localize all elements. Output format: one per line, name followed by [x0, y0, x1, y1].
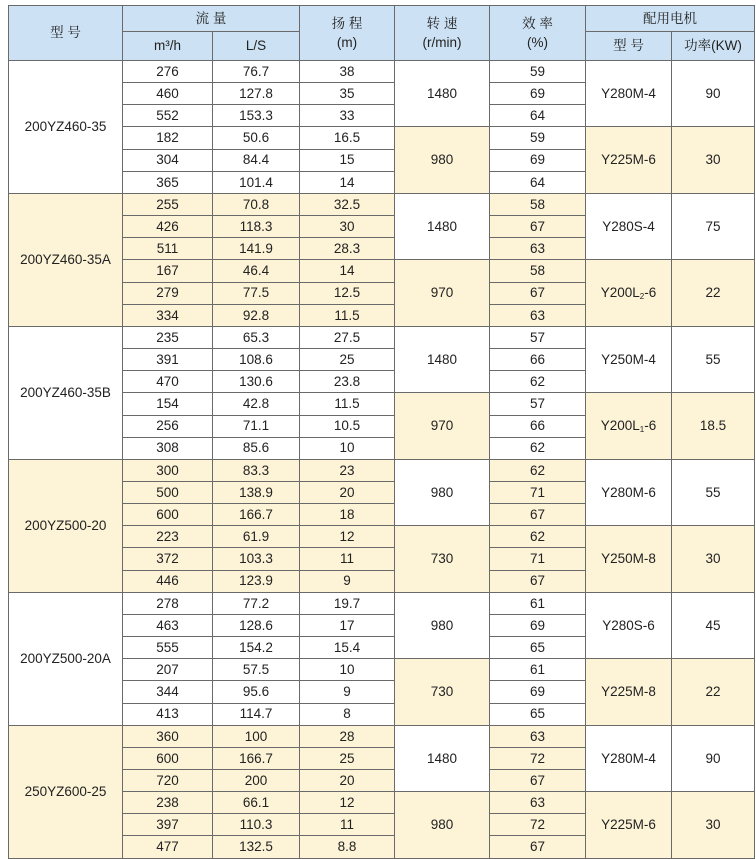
efficiency-cell: 66 [490, 349, 586, 371]
speed-cell: 1480 [395, 193, 490, 259]
flow-ls-cell: 141.9 [213, 238, 300, 260]
flow-ls-cell: 85.6 [213, 437, 300, 459]
head-cell: 18 [300, 504, 395, 526]
head-cell: 20 [300, 481, 395, 503]
head-cell: 10 [300, 659, 395, 681]
efficiency-cell: 67 [490, 282, 586, 304]
flow-ls-cell: 66.1 [213, 792, 300, 814]
model-group [9, 61, 755, 194]
efficiency-cell: 67 [490, 216, 586, 238]
head-cell: 10.5 [300, 415, 395, 437]
header-motor-model: 型 号 [586, 32, 672, 61]
speed-cell: 980 [395, 127, 490, 193]
flow-m3h-cell: 397 [123, 814, 213, 836]
efficiency-cell: 65 [490, 637, 586, 659]
header-flow-ls: L/S [213, 32, 300, 61]
motor-model-cell [586, 459, 672, 525]
motor-model-cell [586, 260, 672, 326]
flow-ls-cell: 100 [213, 725, 300, 747]
efficiency-cell: 69 [490, 681, 586, 703]
efficiency-cell: 67 [490, 570, 586, 592]
flow-m3h-cell: 256 [123, 415, 213, 437]
efficiency-cell: 63 [490, 792, 586, 814]
flow-m3h-cell: 278 [123, 592, 213, 614]
motor-power-cell: 75 [672, 193, 755, 259]
head-cell: 10 [300, 437, 395, 459]
table-row [9, 459, 755, 481]
head-cell: 11.5 [300, 304, 395, 326]
motor-model-cell [586, 193, 672, 259]
head-cell: 25 [300, 747, 395, 769]
head-cell: 35 [300, 83, 395, 105]
head-cell: 12.5 [300, 282, 395, 304]
flow-m3h-cell: 426 [123, 216, 213, 238]
head-cell: 12 [300, 526, 395, 548]
flow-m3h-cell: 460 [123, 83, 213, 105]
motor-model-text: Y280M-4 [601, 750, 656, 766]
flow-ls-cell: 46.4 [213, 260, 300, 282]
motor-model-text: Y225M-6 [601, 152, 656, 168]
flow-ls-cell: 123.9 [213, 570, 300, 592]
pump-spec-table [8, 5, 755, 859]
head-cell: 28.3 [300, 238, 395, 260]
flow-m3h-cell: 167 [123, 260, 213, 282]
efficiency-cell: 58 [490, 260, 586, 282]
head-cell: 28 [300, 725, 395, 747]
motor-model-text: Y280M-6 [601, 484, 656, 500]
flow-m3h-cell: 477 [123, 836, 213, 858]
model-group [9, 193, 755, 326]
header-motor-power: 功率(KW) [672, 32, 755, 61]
header-efficiency [490, 6, 586, 61]
motor-model-cell [586, 326, 672, 392]
head-cell: 11 [300, 814, 395, 836]
model-cell: 200YZ500-20 [9, 459, 123, 592]
flow-m3h-cell: 720 [123, 770, 213, 792]
motor-power-cell: 30 [672, 792, 755, 858]
head-cell: 27.5 [300, 326, 395, 348]
flow-ls-cell: 132.5 [213, 836, 300, 858]
flow-m3h-cell: 365 [123, 171, 213, 193]
motor-model-suffix: -6 [644, 284, 657, 300]
flow-ls-cell: 61.9 [213, 526, 300, 548]
table-row [9, 193, 755, 215]
motor-model [601, 485, 656, 500]
flow-ls-cell: 84.4 [213, 149, 300, 171]
motor-model-cell [586, 393, 672, 459]
head-cell: 19.7 [300, 592, 395, 614]
table-row [9, 61, 755, 83]
flow-m3h-cell: 304 [123, 149, 213, 171]
efficiency-cell: 61 [490, 592, 586, 614]
efficiency-cell: 62 [490, 526, 586, 548]
motor-model-text: Y250M-4 [601, 351, 656, 367]
speed-cell: 1480 [395, 326, 490, 392]
efficiency-cell: 59 [490, 61, 586, 83]
head-cell: 15.4 [300, 637, 395, 659]
flow-m3h-cell: 372 [123, 548, 213, 570]
speed-cell: 730 [395, 659, 490, 725]
flow-ls-cell: 127.8 [213, 83, 300, 105]
motor-model-cell [586, 725, 672, 791]
motor-model [601, 86, 656, 101]
motor-power-cell: 55 [672, 459, 755, 525]
flow-m3h-cell: 308 [123, 437, 213, 459]
efficiency-cell: 57 [490, 393, 586, 415]
flow-ls-cell: 166.7 [213, 504, 300, 526]
speed-cell: 970 [395, 260, 490, 326]
efficiency-cell: 64 [490, 105, 586, 127]
head-cell: 23.8 [300, 371, 395, 393]
flow-ls-cell: 71.1 [213, 415, 300, 437]
efficiency-cell: 65 [490, 703, 586, 725]
head-cell: 12 [300, 792, 395, 814]
efficiency-cell: 61 [490, 659, 586, 681]
flow-ls-cell: 110.3 [213, 814, 300, 836]
motor-power-cell: 30 [672, 526, 755, 592]
head-cell: 16.5 [300, 127, 395, 149]
flow-m3h-cell: 555 [123, 637, 213, 659]
speed-cell: 1480 [395, 61, 490, 127]
header-efficiency-unit: (%) [527, 35, 549, 50]
flow-m3h-cell: 413 [123, 703, 213, 725]
flow-ls-cell: 128.6 [213, 614, 300, 636]
motor-model-text: Y280M-4 [601, 85, 656, 101]
motor-power-cell: 90 [672, 725, 755, 791]
efficiency-cell: 69 [490, 614, 586, 636]
speed-cell: 1480 [395, 725, 490, 791]
motor-model-text: Y200L [600, 417, 640, 433]
efficiency-cell: 63 [490, 725, 586, 747]
efficiency-cell: 72 [490, 814, 586, 836]
header-flow-m3h: m³/h [123, 32, 213, 61]
flow-ls-cell: 154.2 [213, 637, 300, 659]
motor-model [601, 751, 656, 766]
flow-m3h-cell: 154 [123, 393, 213, 415]
motor-model-text: Y225M-6 [601, 817, 656, 833]
head-cell: 9 [300, 570, 395, 592]
efficiency-cell: 63 [490, 304, 586, 326]
table-header [9, 6, 755, 61]
motor-model-cell [586, 61, 672, 127]
head-cell: 32.5 [300, 193, 395, 215]
head-cell: 11 [300, 548, 395, 570]
head-cell: 8.8 [300, 836, 395, 858]
flow-ls-cell: 65.3 [213, 326, 300, 348]
head-cell: 14 [300, 260, 395, 282]
flow-m3h-cell: 276 [123, 61, 213, 83]
flow-m3h-cell: 470 [123, 371, 213, 393]
motor-model [601, 817, 656, 832]
head-cell: 23 [300, 459, 395, 481]
header-speed-unit: (r/min) [422, 35, 462, 50]
model-cell: 200YZ460-35A [9, 193, 123, 326]
speed-cell: 730 [395, 526, 490, 592]
motor-model [601, 551, 656, 566]
flow-ls-cell: 118.3 [213, 216, 300, 238]
model-group [9, 592, 755, 725]
motor-model-subscript: 2 [639, 291, 645, 301]
model-group [9, 459, 755, 592]
header-head-unit: (m) [336, 35, 358, 50]
motor-model [602, 219, 655, 234]
flow-m3h-cell: 391 [123, 349, 213, 371]
flow-m3h-cell: 344 [123, 681, 213, 703]
head-cell: 9 [300, 681, 395, 703]
motor-model-text: Y280S-4 [602, 218, 655, 234]
header-efficiency-label: 效 率 [522, 15, 553, 31]
motor-model-cell [586, 526, 672, 592]
table-row [9, 725, 755, 747]
motor-model [602, 618, 655, 633]
table-row [9, 326, 755, 348]
speed-cell: 980 [395, 592, 490, 658]
efficiency-cell: 59 [490, 127, 586, 149]
flow-m3h-cell: 600 [123, 747, 213, 769]
head-cell: 8 [300, 703, 395, 725]
motor-model [601, 285, 657, 300]
efficiency-cell: 71 [490, 481, 586, 503]
motor-power-cell: 55 [672, 326, 755, 392]
efficiency-cell: 57 [490, 326, 586, 348]
motor-model-cell [586, 659, 672, 725]
flow-m3h-cell: 360 [123, 725, 213, 747]
model-cell: 200YZ460-35B [9, 326, 123, 459]
head-cell: 14 [300, 171, 395, 193]
flow-m3h-cell: 300 [123, 459, 213, 481]
efficiency-cell: 69 [490, 149, 586, 171]
motor-model-text: Y250M-8 [601, 551, 656, 567]
table-row [9, 592, 755, 614]
flow-m3h-cell: 600 [123, 504, 213, 526]
flow-m3h-cell: 182 [123, 127, 213, 149]
efficiency-cell: 66 [490, 415, 586, 437]
motor-model-cell [586, 592, 672, 658]
flow-ls-cell: 103.3 [213, 548, 300, 570]
flow-ls-cell: 92.8 [213, 304, 300, 326]
motor-model [601, 418, 657, 433]
flow-m3h-cell: 552 [123, 105, 213, 127]
motor-model-text: Y225M-8 [601, 684, 656, 700]
motor-model [601, 152, 656, 167]
header-flow: 流 量 [123, 6, 300, 32]
head-cell: 30 [300, 216, 395, 238]
head-cell: 25 [300, 349, 395, 371]
model-group [9, 326, 755, 459]
flow-ls-cell: 42.8 [213, 393, 300, 415]
flow-ls-cell: 153.3 [213, 105, 300, 127]
header-speed [395, 6, 490, 61]
efficiency-cell: 67 [490, 770, 586, 792]
efficiency-cell: 71 [490, 548, 586, 570]
motor-power-cell: 45 [672, 592, 755, 658]
model-group [9, 725, 755, 858]
efficiency-cell: 67 [490, 836, 586, 858]
header-head [300, 6, 395, 61]
flow-ls-cell: 57.5 [213, 659, 300, 681]
motor-model-subscript: 1 [639, 424, 645, 434]
flow-ls-cell: 166.7 [213, 747, 300, 769]
motor-model-text: Y280S-6 [602, 617, 655, 633]
speed-cell: 980 [395, 459, 490, 525]
flow-ls-cell: 77.5 [213, 282, 300, 304]
flow-ls-cell: 76.7 [213, 61, 300, 83]
flow-m3h-cell: 238 [123, 792, 213, 814]
header-head-label: 扬 程 [331, 15, 363, 31]
model-cell: 200YZ500-20A [9, 592, 123, 725]
motor-power-cell: 22 [672, 659, 755, 725]
efficiency-cell: 69 [490, 83, 586, 105]
motor-power-cell: 18.5 [672, 393, 755, 459]
flow-ls-cell: 138.9 [213, 481, 300, 503]
header-model: 型 号 [9, 6, 123, 61]
efficiency-cell: 67 [490, 504, 586, 526]
head-cell: 11.5 [300, 393, 395, 415]
motor-model-suffix: -6 [644, 417, 657, 433]
flow-m3h-cell: 207 [123, 659, 213, 681]
motor-power-cell: 90 [672, 61, 755, 127]
flow-m3h-cell: 446 [123, 570, 213, 592]
efficiency-cell: 72 [490, 747, 586, 769]
model-cell: 250YZ600-25 [9, 725, 123, 858]
motor-model [601, 352, 656, 367]
head-cell: 20 [300, 770, 395, 792]
flow-ls-cell: 114.7 [213, 703, 300, 725]
flow-ls-cell: 108.6 [213, 349, 300, 371]
motor-model-text: Y200L [600, 284, 640, 300]
efficiency-cell: 58 [490, 193, 586, 215]
header-speed-label: 转 速 [426, 15, 458, 31]
motor-power-cell: 30 [672, 127, 755, 193]
flow-ls-cell: 50.6 [213, 127, 300, 149]
efficiency-cell: 62 [490, 459, 586, 481]
efficiency-cell: 63 [490, 238, 586, 260]
flow-m3h-cell: 235 [123, 326, 213, 348]
flow-ls-cell: 101.4 [213, 171, 300, 193]
head-cell: 17 [300, 614, 395, 636]
flow-m3h-cell: 500 [123, 481, 213, 503]
efficiency-cell: 62 [490, 437, 586, 459]
motor-model [601, 684, 656, 699]
flow-ls-cell: 77.2 [213, 592, 300, 614]
head-cell: 15 [300, 149, 395, 171]
flow-ls-cell: 70.8 [213, 193, 300, 215]
flow-m3h-cell: 223 [123, 526, 213, 548]
motor-model-cell [586, 792, 672, 858]
flow-ls-cell: 95.6 [213, 681, 300, 703]
model-cell: 200YZ460-35 [9, 61, 123, 194]
flow-m3h-cell: 279 [123, 282, 213, 304]
flow-ls-cell: 130.6 [213, 371, 300, 393]
flow-m3h-cell: 334 [123, 304, 213, 326]
efficiency-cell: 64 [490, 171, 586, 193]
flow-m3h-cell: 511 [123, 238, 213, 260]
efficiency-cell: 62 [490, 371, 586, 393]
head-cell: 33 [300, 105, 395, 127]
flow-m3h-cell: 463 [123, 614, 213, 636]
motor-model-cell [586, 127, 672, 193]
header-motor: 配用电机 [586, 6, 755, 32]
speed-cell: 980 [395, 792, 490, 858]
flow-m3h-cell: 255 [123, 193, 213, 215]
motor-power-cell: 22 [672, 260, 755, 326]
flow-ls-cell: 83.3 [213, 459, 300, 481]
head-cell: 38 [300, 61, 395, 83]
speed-cell: 970 [395, 393, 490, 459]
flow-ls-cell: 200 [213, 770, 300, 792]
